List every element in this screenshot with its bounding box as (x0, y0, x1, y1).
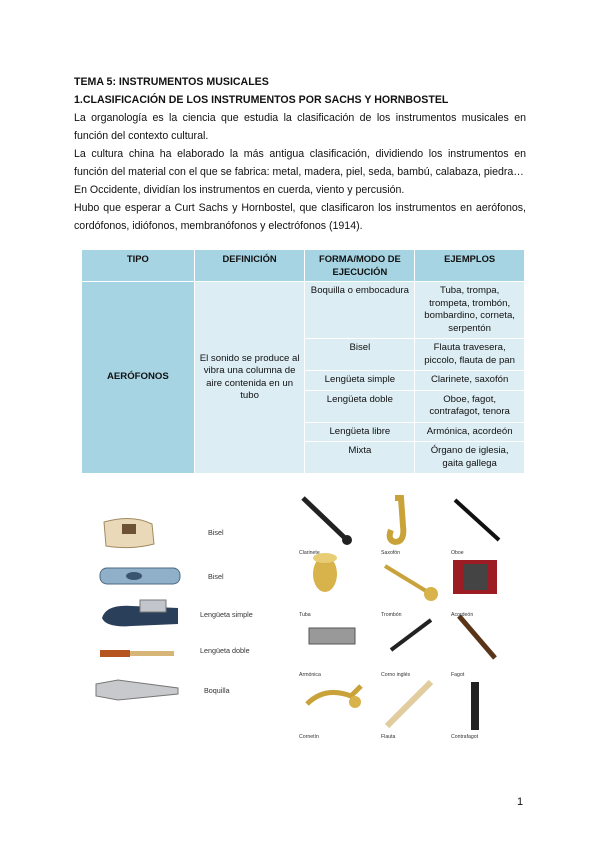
header-definicion: DEFINICIÓN (194, 250, 305, 282)
paragraph: La cultura china ha elaborado la más antigua clasificación, dividiendo los instrumentos en función del material con el que se fabrica: metal, madera, piel, seda, bambú, calabaza, piedra… (74, 148, 526, 178)
caption-saxofon: Saxofón (381, 550, 401, 556)
mouthpieces-illustration (92, 510, 292, 710)
cell-forma: Lengüeta doble (305, 390, 415, 422)
label-bisel: Bisel (208, 572, 224, 581)
cell-ejemplos: Flauta travesera, piccolo, flauta de pan (415, 339, 525, 371)
label-boquilla: Boquilla (204, 686, 230, 695)
cell-ejemplos: Clarinete, saxofón (415, 371, 525, 391)
bassoon-icon (459, 616, 495, 658)
oboe-icon (455, 500, 499, 540)
caption-clarinete: Clarinete (299, 550, 320, 556)
tuba-icon (313, 553, 337, 592)
trombone-icon (385, 566, 438, 601)
instruments-illustration (295, 490, 527, 745)
label-bisel: Bisel (208, 528, 224, 537)
label-lengueta-simple: Lengüeta simple (200, 610, 253, 619)
cell-tipo: AERÓFONOS (82, 282, 195, 474)
contrabassoon-icon (471, 682, 479, 730)
cell-forma: Bisel (305, 339, 415, 371)
paragraph: En Occidente, dividían los instrumentos en cuerda, viento y percusión. (74, 184, 405, 196)
cell-ejemplos: Armónica, acordeón (415, 422, 525, 442)
header-tipo: TIPO (82, 250, 195, 282)
recorder-head-icon (104, 518, 154, 547)
cell-forma: Lengüeta libre (305, 422, 415, 442)
cell-forma: Mixta (305, 442, 415, 474)
label-lengueta-doble: Lengüeta doble (200, 646, 250, 655)
caption-tuba: Tuba (299, 612, 311, 618)
brass-mouthpiece-icon (96, 680, 178, 700)
table-header-row (82, 250, 525, 282)
text-block (74, 73, 526, 235)
classification-table (81, 249, 525, 474)
clarinet-icon (303, 498, 352, 545)
caption-corno-ingles: Corno inglés (381, 672, 411, 678)
caption-flauta: Flauta (381, 734, 396, 740)
section-title: 1.CLASIFICACIÓN DE LOS INSTRUMENTOS POR SACHS Y HORNBOSTEL (74, 94, 449, 106)
cell-forma: Lengüeta simple (305, 371, 415, 391)
cell-ejemplos: Tuba, trompa, trompeta, trombón, bombardino, corneta, serpentón (415, 282, 525, 339)
caption-trombon: Trombón (381, 612, 402, 618)
caption-fagot: Fagot (451, 672, 465, 678)
page-number: 1 (517, 796, 524, 808)
saxophone-icon (390, 498, 404, 542)
single-reed-icon (102, 600, 178, 626)
flute-head-icon (100, 568, 180, 584)
cell-forma: Boquilla o embocadura (305, 282, 415, 339)
caption-cornetin: Cornetín (299, 734, 319, 740)
mouthpieces-image (92, 510, 292, 710)
header-forma: FORMA/MODO DE EJECUCIÓN (305, 250, 415, 282)
double-reed-icon (100, 650, 174, 657)
header-ejemplos: EJEMPLOS (415, 250, 525, 282)
cell-definicion: El sonido se produce al vibra una columna de aire contenida en un tubo (194, 282, 305, 474)
paragraph: La organología es la ciencia que estudia la clasificación de los instrumentos musicales en función del contexto cultural. (74, 112, 526, 142)
harmonica-icon (309, 628, 355, 644)
english-horn-icon (391, 620, 431, 650)
cell-ejemplos: Órgano de iglesia, gaita gallega (415, 442, 525, 474)
cell-ejemplos: Oboe, fagot, contrafagot, tenora (415, 390, 525, 422)
cornet-icon (307, 686, 361, 708)
caption-armonica: Armónica (299, 672, 321, 678)
paragraph: Hubo que esperar a Curt Sachs y Hornbostel, que clasificaron los instrumentos en aerófonos, cordófonos, idiófonos, membranófonos y electrófonos (1914). (74, 202, 526, 232)
page-title: TEMA 5: INSTRUMENTOS MUSICALES (74, 76, 269, 88)
caption-contrafagot: Contrafagot (451, 734, 479, 740)
accordion-icon (453, 560, 497, 594)
caption-acordeon: Acordeón (451, 612, 474, 618)
instruments-image (295, 490, 527, 745)
recorder-icon (387, 682, 431, 726)
table-row (82, 282, 525, 339)
caption-oboe: Oboe (451, 550, 464, 556)
